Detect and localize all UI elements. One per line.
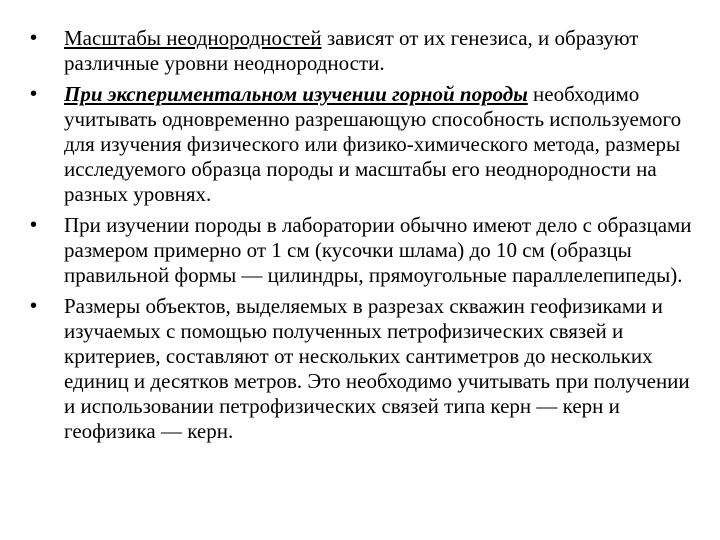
bullet-text: зависят от их генезиса, и образуют различные уровни неоднородности.: [64, 26, 639, 75]
bullet-item-laboratory-samples: [30, 213, 700, 288]
bullet-item-object-sizes: [30, 294, 700, 444]
bullet-text: необходимо учитывать одновременно разрешающую способность используемого для изучения физического или физико-химического метода, размеры исследуемого образца породы и масштабы его неоднородности на разных уровнях.: [64, 82, 682, 206]
bullet-item-heterogeneity-scales: [30, 26, 700, 76]
bullet-text: Размеры объектов, выделяемых в разрезах скважин геофизиками и изучаемых с помощью полученных петрофизических связей и критериев, составляют от нескольких сантиметров до нескольких единиц и десятков метров. Это необходимо учитывать при получении и использовании петрофизических связей типа керн — керн и геофизика — керн.: [64, 294, 690, 443]
bullet-item-experimental-study: [30, 82, 700, 207]
bullet-marker: •: [30, 214, 38, 236]
bullet-lead-experimental-study: При экспериментальном изучении горной породы: [64, 82, 528, 106]
bullet-marker: •: [30, 295, 38, 317]
bullet-text: При изучении породы в лаборатории обычно имеют дело с образцами размером примерно от 1 см (кусочки шлама) до 10 см (образцы правильной формы — цилиндры, прямоугольные параллелепипеды).: [64, 213, 692, 287]
bullet-lead-heterogeneity-scales: Масштабы неоднородностей: [64, 26, 322, 50]
bullet-marker: •: [30, 27, 38, 49]
bullet-marker: •: [30, 83, 38, 105]
bullet-list: [30, 26, 700, 450]
